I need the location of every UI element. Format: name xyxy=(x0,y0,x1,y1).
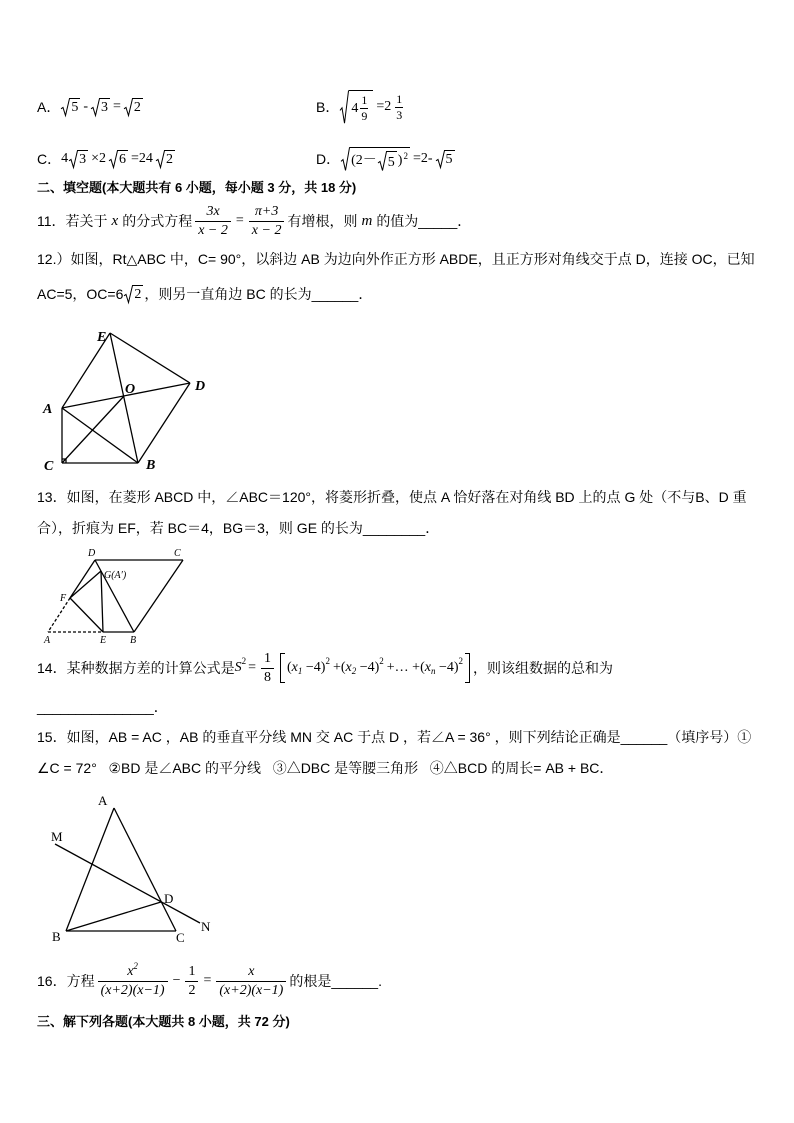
bracket-open xyxy=(280,653,285,683)
side-ab xyxy=(66,808,114,931)
label-e: E xyxy=(100,635,107,646)
label-d: D xyxy=(88,548,96,559)
numerator xyxy=(98,960,168,982)
fraction xyxy=(249,204,285,239)
question-text: ，则该组数据的总和为 xyxy=(473,660,614,676)
option-b xyxy=(316,87,405,127)
fraction xyxy=(261,651,274,686)
equals-sign: = xyxy=(235,213,244,228)
variance-term xyxy=(386,656,464,677)
denominator: 9 xyxy=(361,109,368,123)
equals-result: =2 xyxy=(376,99,392,114)
fraction xyxy=(360,94,368,123)
radical-sign xyxy=(109,150,118,168)
radical-stroke xyxy=(340,91,349,123)
option-a-label: A． xyxy=(37,99,61,115)
radical-stroke xyxy=(436,150,445,167)
coefficient: 4 xyxy=(61,151,69,166)
subscript: n xyxy=(430,666,436,676)
radicand: 5 xyxy=(387,151,397,171)
denominator: (x+2)(x−1) xyxy=(100,982,165,998)
term-prefix: +( xyxy=(332,660,346,675)
numerator-variable: x xyxy=(127,963,134,979)
figure-isosceles-triangle xyxy=(45,785,220,950)
section-heading-solve xyxy=(37,1012,290,1032)
label-d: D xyxy=(195,379,206,394)
question-text: AC=5，OC=6 xyxy=(37,286,124,302)
segment-ge xyxy=(101,571,103,632)
radical-sign xyxy=(378,151,387,171)
radical-sign xyxy=(341,147,350,171)
question-13-line-1 xyxy=(37,487,747,507)
option-d-label: D． xyxy=(316,151,341,167)
segment-fa-dashed xyxy=(48,598,70,632)
variable-x: x xyxy=(111,213,119,229)
label-c: C xyxy=(44,459,54,474)
answer-blank: _______________． xyxy=(37,699,168,715)
subscript: 1 xyxy=(297,666,303,676)
question-13-line-2 xyxy=(37,518,439,538)
label-a: A xyxy=(43,402,53,417)
fraction xyxy=(98,960,168,999)
label-n: N xyxy=(201,919,211,934)
variance-term xyxy=(332,656,384,677)
exponent: 2 xyxy=(133,960,138,971)
fraction xyxy=(195,204,231,239)
question-text: 合），折痕为 EF，若 BC＝4，BG＝3，则 GE 的长为________． xyxy=(37,520,440,536)
option-b-label: B． xyxy=(316,99,340,115)
radical-sign xyxy=(340,90,349,124)
figure-square-abde xyxy=(30,320,220,480)
question-text: 15．如图，AB = AC ，AB 的垂直平分线 MN 交 AC 于点 D ，若∠A = 36° ，则下列结论正确是______（填序号）① xyxy=(37,729,752,745)
radical-stroke xyxy=(341,148,350,171)
denominator: 3 xyxy=(396,107,403,122)
sqrt-expression xyxy=(378,151,397,171)
side-ac xyxy=(114,808,176,931)
option-c xyxy=(37,142,176,176)
bisector-mn xyxy=(55,844,200,923)
label-g: G(A′) xyxy=(104,570,127,581)
label-b: B xyxy=(52,929,61,944)
numerator: x xyxy=(216,964,286,982)
variable-x: x xyxy=(291,660,298,675)
radicand: 2 xyxy=(133,100,141,115)
equals-sign: = xyxy=(113,99,121,114)
denominator: 2 xyxy=(188,982,196,998)
sqrt-expression xyxy=(124,285,143,303)
label-d: D xyxy=(164,891,174,906)
bracket-close xyxy=(465,653,470,683)
minus-sign: − xyxy=(172,973,181,988)
section-heading-fill-in xyxy=(37,178,356,198)
radicand: 6 xyxy=(119,152,127,167)
fraction xyxy=(395,93,403,122)
label-f: F xyxy=(60,593,67,604)
term-prefix: ( xyxy=(286,660,292,675)
question-text: ∠C = 72° ②BD 是∠ABC 的平分线 ③△DBC 是等腰三角形 ④△BCD 的周长= AB + BC． xyxy=(37,760,614,776)
question-text: 12.）如图，Rt△ABC 中，C= 90°，以斜边 AB 为边向外作正方形 ABDE，且正方形对角线交于点 D，连接 OC，已知 xyxy=(37,251,755,267)
question-text: 11．若关于 xyxy=(37,213,108,229)
side-cb xyxy=(134,560,183,632)
question-15-line-2 xyxy=(37,758,613,778)
radicand: 5 xyxy=(445,152,453,167)
section-title: 三、解下列各题(本大题共 8 小题，共 72 分) xyxy=(37,1014,290,1029)
label-a: A xyxy=(44,635,51,646)
question-14-line-1 xyxy=(37,648,613,688)
numerator: π+3 xyxy=(249,204,285,222)
question-text: 的分式方程 xyxy=(122,213,193,229)
numerator: 1 xyxy=(185,964,198,982)
equals-result: =24 xyxy=(131,151,153,166)
radical-stroke xyxy=(124,98,133,115)
question-15-line-1 xyxy=(37,727,751,747)
label-e: E xyxy=(97,330,107,345)
question-11 xyxy=(37,201,471,241)
equals-sign: = xyxy=(248,660,256,675)
radical-sign xyxy=(61,98,70,116)
label-c: C xyxy=(174,548,181,559)
term-suffix: −4) xyxy=(302,660,326,675)
segment-db xyxy=(138,383,190,463)
question-12-line-1 xyxy=(37,249,755,269)
segment-bd xyxy=(66,902,161,931)
fraction xyxy=(185,964,198,999)
radical-stroke xyxy=(109,150,118,167)
subscript: 2 xyxy=(351,666,357,676)
question-12-line-2 xyxy=(37,282,372,306)
radical-stroke xyxy=(378,152,387,171)
radical-stroke xyxy=(124,285,133,302)
variable-x: x xyxy=(424,660,431,675)
numerator: 1 xyxy=(261,651,274,669)
radical-stroke xyxy=(61,98,70,115)
question-14-line-2 xyxy=(37,697,168,717)
term-suffix: −4) xyxy=(356,660,380,675)
variance-symbol xyxy=(234,656,247,677)
radical-sign xyxy=(91,98,100,116)
sqrt-expression xyxy=(341,147,410,171)
sqrt-expression xyxy=(340,90,373,124)
sqrt-expression xyxy=(124,98,143,116)
sqrt-expression xyxy=(61,98,80,116)
variance-term xyxy=(286,656,330,677)
question-text: 的值为_____． xyxy=(376,213,472,229)
radicand: 5 xyxy=(71,100,79,115)
question-text: 16．方程 xyxy=(37,973,95,989)
question-16 xyxy=(37,961,382,1001)
radicand: 2 xyxy=(165,152,173,167)
section-title: 二、填空题(本大题共有 6 小题，每小题 3 分，共 18 分) xyxy=(37,180,357,195)
paren-open: (2－ xyxy=(351,153,377,168)
denominator: (x+2)(x−1) xyxy=(219,982,284,998)
option-a xyxy=(37,87,144,127)
radicand xyxy=(350,147,410,171)
label-o: O xyxy=(125,382,136,397)
sqrt-expression xyxy=(109,150,128,168)
option-d xyxy=(316,142,456,176)
exponent: 2 xyxy=(458,656,464,666)
radicand: 3 xyxy=(79,152,87,167)
figure-rhombus-abcd xyxy=(35,540,195,650)
label-b: B xyxy=(146,458,156,473)
denominator: x − 2 xyxy=(251,222,282,238)
question-text: 14．某种数据方差的计算公式是 xyxy=(37,660,235,676)
equals-result: =2- xyxy=(412,151,433,166)
sqrt-expression xyxy=(156,150,175,168)
equals-sign: = xyxy=(203,973,212,988)
term-suffix: −4) xyxy=(435,660,459,675)
segment-ab xyxy=(62,408,138,463)
radical-sign xyxy=(124,98,133,116)
segment-ed xyxy=(110,333,190,383)
denominator: x − 2 xyxy=(198,222,228,238)
question-text: 的根是______. xyxy=(289,973,382,989)
exponent: 2 xyxy=(241,656,247,666)
sqrt-expression xyxy=(69,150,88,168)
question-text: 有增根，则 xyxy=(287,213,358,229)
sqrt-expression xyxy=(91,98,110,116)
radical-sign xyxy=(69,150,78,168)
label-a: A xyxy=(98,793,108,808)
exponent: 2 xyxy=(325,656,330,666)
radicand: 3 xyxy=(101,100,109,115)
exponent: 2 xyxy=(403,151,408,161)
minus-sign: - xyxy=(83,99,89,114)
numerator: 1 xyxy=(361,93,368,107)
term-prefix: +… +( xyxy=(386,660,425,675)
crease-fe xyxy=(70,598,103,632)
question-text: 13．如图，在菱形 ABCD 中，∠ABC＝120°，将菱形折叠，使点 A 恰好落在对角线 BD 上的点 G 处（不与B、D 重 xyxy=(37,489,747,505)
numerator: 1 xyxy=(396,91,403,106)
label-m: M xyxy=(51,829,63,844)
fraction xyxy=(216,964,286,999)
denominator: 8 xyxy=(263,669,271,685)
radical-sign xyxy=(124,285,133,303)
variable-m: m xyxy=(361,213,373,229)
label-b: B xyxy=(130,635,137,646)
exponent: 2 xyxy=(379,656,384,666)
question-text: ，则另一直角边 BC 的长为______． xyxy=(144,286,373,302)
mixed-number-whole: 4 xyxy=(351,100,359,116)
option-c-label: C． xyxy=(37,151,62,167)
numerator: 3x xyxy=(195,204,231,222)
radicand: 2 xyxy=(134,287,142,302)
radical-stroke xyxy=(156,150,165,167)
times-coefficient: ×2 xyxy=(91,151,107,166)
variable-x: x xyxy=(345,660,352,675)
radical-sign xyxy=(156,150,165,168)
radical-stroke xyxy=(69,150,78,167)
radicand xyxy=(349,90,373,124)
variable-s: S xyxy=(234,660,242,675)
paren-close: ) xyxy=(397,153,403,168)
radical-sign xyxy=(436,150,445,168)
label-c: C xyxy=(176,930,185,945)
sqrt-expression xyxy=(436,150,455,168)
radical-stroke xyxy=(91,98,100,115)
